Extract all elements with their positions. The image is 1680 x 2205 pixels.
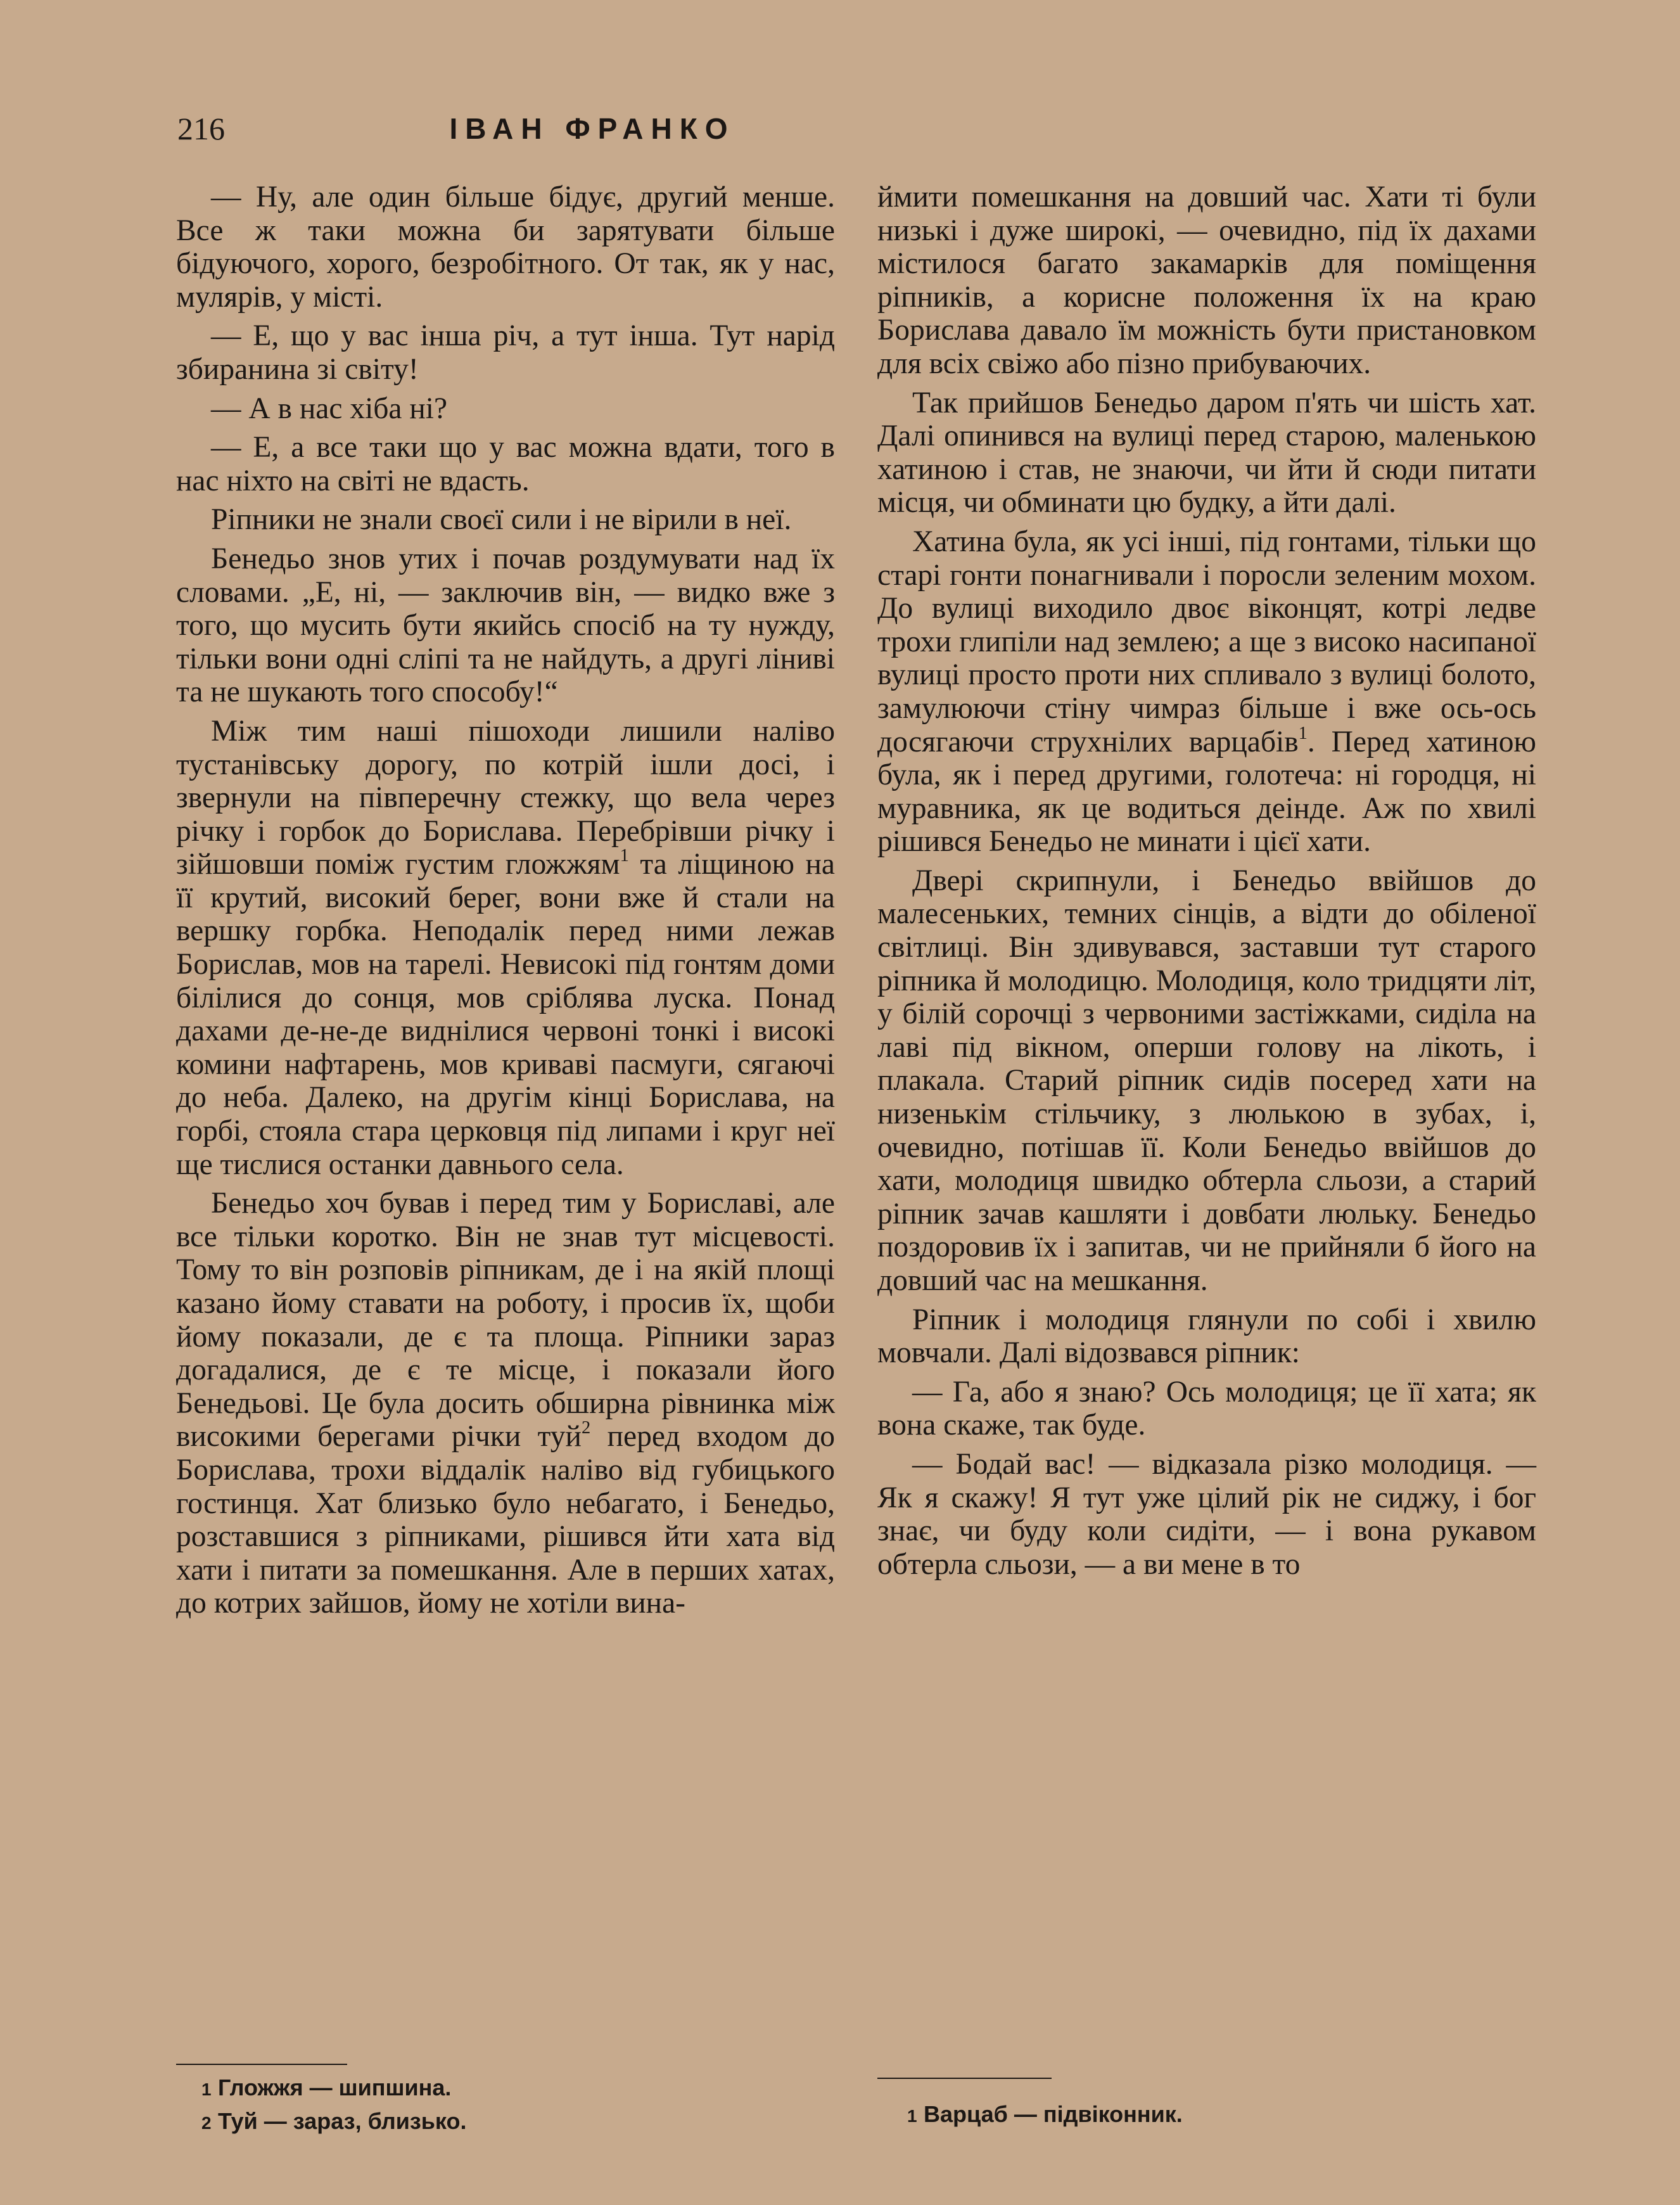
paragraph: Ріпники не знали своєї сили і не вірили в неї.	[211, 503, 792, 537]
paragraph: Так прийшов Бенедьо даром п'ять чи шість хат. Далі опинився на вулиці перед старою, маленькою хатиною і став, не знаючи, чи йти й сюди питати місця, чи обминати цю будку, а йти далі.	[877, 386, 1536, 520]
footnote-marker: 1	[907, 2106, 917, 2126]
paragraph-text: та ліщиною на її крутий, високий берег, вони вже й стали на вершку горбка. Неподалік перед ними лежав Борислав, мов на тарелі. Невисокі під гонтям доми білілися до сонця, мов сріблява луска. Понад дахами де-не-де виднілися червоні тонкі і високі комини нафтарень, мов криваві пасмуги, сягаючі до неба. Далеко, на другім кінці Борислава, на горбі, стояла стара церковця під липами і круг неї ще тислися останки давнього села.	[176, 848, 835, 1181]
paragraph-text: Між тим наші пішоходи лишили наліво тустанівську дорогу, по котрій ішли досі, і звернули на півперечну стежку, що вела через річку і горбок до Борислава. Перебрівши річку і зійшовши поміж густим гложжям	[176, 714, 835, 881]
footnote-text: Варцаб — підвіконник.	[924, 2101, 1183, 2127]
footnotes-right	[907, 2099, 1183, 2132]
footnote	[201, 2072, 466, 2106]
footnote-ref: 1	[620, 846, 629, 866]
paragraph: — Е, а все таки що у вас можна вдати, того в нас ніхто на світі не вдасть.	[176, 431, 835, 497]
paragraph	[176, 1187, 835, 1620]
paragraph: — А в нас хіба ні?	[211, 392, 448, 425]
paragraph-text: Бенедьо хоч бував і перед тим у Бориславі, але все тільки коротко. Він не знав тут місцевості. Тому то він розповів ріпникам, де і на якій площі казано йому ставати на роботу, і просив їх, щоби йому показали, де є та площа. Ріпники зараз догадалися, де є те місце, і показали його Бенедьові. Це була досить обширна рівнинка між високими берегами річки туй	[176, 1187, 835, 1454]
footnotes-left	[201, 2072, 466, 2139]
paragraph	[877, 525, 1536, 859]
footnote-text: Туй — зараз, близько.	[218, 2108, 467, 2134]
paragraph: Двері скрипнули, і Бенедьо ввійшов до малесеньких, темних сінців, а відти до обіленої світлиці. Він здивувався, заставши тут старого ріпника й молодицю. Молодиця, коло тридцяти літ, у білій сорочці з червоними застіжками, сиділа на лаві під вікном, оперши голову на лікоть, і плакала. Старий ріпник сидів посеред хати на низенькім стільчику, з люлькою в зубах, і, очевидно, потішав її. Коли Бенедьо ввійшов до хати, молодиця швидко обтерла сльози, а старий ріпник зачав кашляти і довбати люльку. Бенедьо поздоровив їх і запитав, чи не прийняли б його на довший час на мешкання.	[877, 864, 1536, 1297]
footnote-marker: 2	[201, 2113, 212, 2133]
paragraph: — Е, що у вас інша річ, а тут інша. Тут нарід збиранина зі світу!	[176, 319, 835, 386]
right-column	[877, 181, 1536, 1587]
running-title: ІВАН ФРАНКО	[449, 112, 735, 145]
left-column	[176, 181, 835, 1626]
page-header	[177, 106, 1007, 151]
footnote-divider	[877, 2078, 1052, 2079]
paragraph: — Бодай вас! — відказала різко молодиця. — Як я скажу! Я тут уже цілий рік не сиджу, і бог знає, чи буду коли сидіти, — і вона рукавом обтерла сльози, — а ви мене в то	[877, 1447, 1536, 1581]
paragraph: — Га, або я знаю? Ось молодиця; це її хата; як вона скаже, так буде.	[877, 1375, 1536, 1442]
footnote-divider	[176, 2064, 347, 2065]
footnote	[201, 2106, 466, 2139]
paragraph	[176, 715, 835, 1181]
paragraph: — Ну, але один більше бідує, другий менше. Все ж таки можна би зарятувати більше бідуючого, хорого, безробітного. От так, як у нас, мулярів, у місті.	[176, 181, 835, 314]
footnote-text: Гложжя — шипшина.	[218, 2074, 452, 2100]
paragraph: Бенедьо знов утих і почав роздумувати над їх словами. „Е, ні, — заключив він, — видко вже з того, що мусить бути якийсь спосіб на ту нужду, тільки вони одні сліпі та не найдуть, а другі ліниві та не шукають того способу!“	[176, 542, 835, 709]
paragraph-text: перед входом до Борислава, трохи віддалік наліво від губицького гостинця. Хат близько було небагато, і Бенедьо, розставшися з ріпниками, рішився йти хата від хати і питати за помешкання. Але в перших хатах, до котрих зайшов, йому не хотіли вина-	[176, 1420, 836, 1620]
paragraph: Ріпник і молодиця глянули по собі і хвилю мовчали. Далі відозвався ріпник:	[877, 1303, 1536, 1370]
paragraph-text: Хатина була, як усі інші, під гонтами, тільки що старі гонти понагнивали і поросли зеленим мохом. До вулиці виходило двоє віконцят, котрі ледве трохи глипіли над землею; а ще з високо насипаної вулиці просто проти них спливало з вулиці болото, замулюючи стіну чимраз більше і вже ось-ось досягаючи струхнілих варцабів	[877, 525, 1536, 758]
page-number: 216	[177, 111, 225, 146]
footnote-ref: 2	[581, 1418, 591, 1438]
paragraph-text: . Перед хатиною була, як і перед другими, голотеча: ні городця, ні муравника, як це водиться деінде. Аж по хвилі рішився Бенедьо не минати і цієї хати.	[877, 725, 1536, 859]
footnote	[907, 2099, 1183, 2132]
paragraph: ймити помешкання на довший час. Хати ті були низькі і дуже широкі, — очевидно, під їх дахами містилося багато закамарків для поміщення ріпників, а корисне положення їх на краю Борислава давало їм можність бути пристановком для всіх свіжо або пізно прибуваючих.	[877, 181, 1536, 380]
footnote-marker: 1	[201, 2080, 212, 2099]
footnote-ref: 1	[1298, 723, 1308, 743]
